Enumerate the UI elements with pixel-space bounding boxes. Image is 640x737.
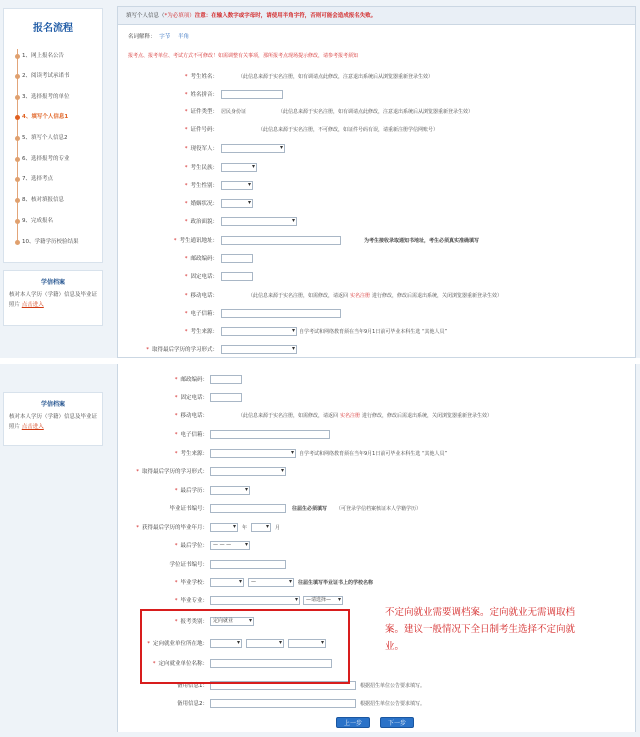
phone-label: * 固定电话：: [174, 395, 208, 401]
last-degree-label: * 最后学历：: [174, 488, 208, 494]
mobile-note: （此信息来源于实名注册，如需修改，请返回 实名注册 进行修改，修改后需退出系统，关闭浏览器重新登录生效）: [238, 413, 493, 419]
apply-type-select[interactable]: 定向就业 ▾: [210, 617, 254, 626]
phone-input[interactable]: [210, 393, 242, 402]
org-name-label: * 定向就业单位名称：: [152, 661, 208, 667]
source-label: * 考生来源：: [174, 451, 208, 457]
email-label: * 电子信箱：: [174, 432, 208, 438]
degree-cert-input[interactable]: [210, 560, 286, 569]
last-degree-deg-select[interactable]: — — — ▾: [210, 541, 250, 550]
prev-button[interactable]: 上一步: [336, 717, 370, 728]
step-sidebar: [3, 8, 103, 263]
source-select[interactable]: [221, 327, 297, 336]
address-label: * 考生通讯地址：: [173, 238, 218, 244]
bottom-screenshot: [0, 364, 640, 737]
grad-major-select[interactable]: —请选择— ▾: [303, 596, 343, 605]
source-select[interactable]: [210, 449, 296, 458]
mobile-label: * 移动电话：: [184, 293, 218, 299]
email-input[interactable]: [210, 430, 330, 439]
diploma-no-hint: 往届生必须填写: [292, 506, 328, 512]
gender-select[interactable]: [221, 181, 253, 190]
real-name-link[interactable]: 实名注册: [340, 413, 361, 419]
grad-school-region-select[interactable]: [210, 578, 244, 587]
diploma-no-input[interactable]: [210, 504, 286, 513]
step-item-1[interactable]: 1、网上报名公告: [14, 49, 64, 63]
xuexin-archive-box: [3, 270, 103, 326]
remark1-note: 根据招生单位公告要求填写。: [360, 683, 426, 689]
gender-label: * 考生性别：: [184, 183, 218, 189]
step-dot-icon: [15, 54, 20, 59]
grad-major-label: * 毕业专业：: [174, 598, 208, 604]
name-note: （此信息来源于实名注册，如有调请点此修改，注意退出系统后从浏览器重新登录生效）: [238, 74, 434, 80]
degree-cert-label: 学位证书编号：: [169, 562, 208, 568]
id-no-label: * 证件号码：: [184, 127, 218, 133]
glossary-link-byte[interactable]: 字节: [159, 34, 171, 40]
grad-school-label: * 毕业学校：: [174, 580, 208, 586]
xuexin-archive-box-2: [3, 392, 103, 446]
step-dot-icon: [15, 219, 20, 224]
name-label: * 考生姓名：: [184, 74, 218, 80]
form-header: 填写个人信息（*为必填项）注意：在输入数字或字母时，请使用半角字符，否则可能会造成报名失败。: [118, 7, 635, 25]
month-unit: 月: [275, 525, 281, 531]
top-screenshot: [0, 0, 640, 358]
marriage-label: * 婚姻状况：: [184, 201, 218, 207]
study-mode-select[interactable]: [210, 467, 286, 476]
id-type-value: 居民身份证: [221, 109, 247, 115]
step-dot-icon: [15, 157, 20, 162]
glossary-link-halfwidth[interactable]: 半角: [178, 34, 190, 40]
step-dot-icon: [15, 177, 20, 182]
step-item-3[interactable]: 3、选择报考的单位: [14, 90, 70, 104]
step-item-2[interactable]: 2、阅读考试承诺书: [14, 69, 70, 83]
source-note: 自学考试和网络教育须在当年9月1日前可毕业本科生选 “其他人员”: [299, 451, 448, 457]
step-item-8[interactable]: 8、核对填报信息: [14, 193, 64, 207]
diploma-no-label: 毕业证书编号：: [169, 506, 208, 512]
study-mode-label: * 取得最后学历的学习形式：: [136, 469, 208, 475]
id-type-label: * 证件类型：: [184, 109, 218, 115]
remark2-note: 根据招生单位公告要求填写。: [360, 701, 426, 707]
step-item-4-current[interactable]: 4、填写个人信息1: [14, 110, 68, 124]
marriage-select[interactable]: [221, 199, 253, 208]
nation-select[interactable]: [221, 163, 257, 172]
politics-select[interactable]: [221, 217, 297, 226]
source-note: 自学考试和网络教育须在当年9月1日前可毕业本科生选 “其他人员”: [299, 329, 448, 335]
highlight-box: [140, 609, 350, 684]
phone-label: * 固定电话：: [184, 274, 218, 280]
soldier-select[interactable]: [221, 144, 285, 153]
phone-input[interactable]: [221, 272, 253, 281]
step-dot-icon: [15, 198, 20, 203]
zip-input[interactable]: [221, 254, 253, 263]
sidebar-title: 报名流程: [33, 23, 73, 34]
politics-label: * 政治面貌：: [184, 219, 218, 225]
remark2-label: 备用信息2：: [177, 701, 208, 707]
step-item-10[interactable]: 10、学籍学历校验结果: [14, 235, 79, 249]
step-dot-icon: [15, 95, 20, 100]
mobile-note: （此信息来源于实名注册，如需修改，请返回 实名注册 进行修改，修改后需退出系统，关闭浏览器重新登录生效）: [248, 293, 503, 299]
email-input[interactable]: [221, 309, 341, 318]
last-degree-deg-label: * 最后学位：: [174, 543, 208, 549]
remark1-label: 备用信息1：: [177, 683, 208, 689]
xuexin-title: 学信档案: [40, 401, 65, 408]
diploma-no-note: （可登录学信档案核证本人学籍学历）: [336, 506, 422, 512]
personal-info-form: [117, 6, 636, 358]
glossary-row: 名词解释： 字节 半角: [128, 34, 190, 40]
real-name-link[interactable]: 实名注册: [350, 293, 371, 299]
apply-type-label: * 报考类别：: [174, 619, 208, 625]
id-no-note: （此信息来源于实名注册，不可修改，如证件号码有误，请重新注册学信网账号）: [258, 127, 439, 133]
step-dot-icon: [15, 115, 20, 120]
study-mode-label: * 取得最后学历的学习形式：: [146, 347, 218, 353]
last-degree-select[interactable]: [210, 486, 250, 495]
soldier-label: * 现役军人：: [184, 146, 218, 152]
xuexin-link[interactable]: 点击进入: [21, 302, 44, 308]
study-mode-select[interactable]: [221, 345, 297, 354]
id-type-note: （此信息来源于实名注册，如有调请点此修改，注意退出系统后从浏览器重新登录生效）: [278, 109, 474, 115]
step-item-7[interactable]: 7、选择考点: [14, 172, 53, 186]
mobile-label: * 移动电话：: [174, 413, 208, 419]
step-dot-icon: [15, 74, 20, 79]
grad-month-select[interactable]: [251, 523, 271, 532]
pinyin-input[interactable]: [221, 90, 283, 99]
warning-text: 报考点、报考单位、考试方式不可修改！如需调整有关事项，那所报考点现场提示修改，请参考报考须知: [128, 53, 359, 59]
step-item-6[interactable]: 6、选择报考的专业: [14, 152, 70, 166]
source-label: * 考生来源：: [184, 329, 218, 335]
grad-date-label: * 获得最后学历的毕业年月：: [136, 525, 208, 531]
zip-input[interactable]: [210, 375, 242, 384]
grad-school-select[interactable]: — ▾: [248, 578, 294, 587]
xuexin-title: 学信档案: [40, 279, 65, 286]
xuexin-text: 核对本人学历（学籍）信息及毕业证照片 点击进入: [9, 292, 98, 308]
address-input[interactable]: [221, 236, 341, 245]
org-place-label: * 定向就业单位所在地：: [147, 641, 208, 647]
annotation-text: 不定向就业需要调档案。定向就业无需调取档案。建议一般情况下全日制考生选择不定向就业。: [385, 607, 576, 652]
xuexin-link[interactable]: 点击进入: [21, 424, 44, 430]
step-item-9[interactable]: 9、完成报名: [14, 214, 53, 228]
grad-year-select[interactable]: [210, 523, 238, 532]
email-label: * 电子信箱：: [184, 311, 218, 317]
grad-school-hint: 往届生填写毕业证书上的学校名称: [298, 580, 374, 586]
step-dot-icon: [15, 240, 20, 245]
remark2-input[interactable]: [210, 699, 356, 708]
step-item-5[interactable]: 5、填写个人信息2: [14, 131, 68, 145]
address-hint: 为考生接收录取通知书地址，考生必须真实准确填写: [364, 238, 480, 244]
next-button[interactable]: 下一步: [380, 717, 414, 728]
year-unit: 年: [242, 525, 248, 531]
xuexin-text: 核对本人学历（学籍）信息及毕业证照片 点击进入: [9, 414, 98, 430]
zip-label: * 邮政编码：: [174, 377, 208, 383]
zip-label: * 邮政编码：: [184, 256, 218, 262]
pinyin-label: * 姓名拼音：: [184, 92, 218, 98]
nation-label: * 考生民族：: [184, 165, 218, 171]
grad-major-category-select[interactable]: [210, 596, 300, 605]
step-dot-icon: [15, 136, 20, 141]
